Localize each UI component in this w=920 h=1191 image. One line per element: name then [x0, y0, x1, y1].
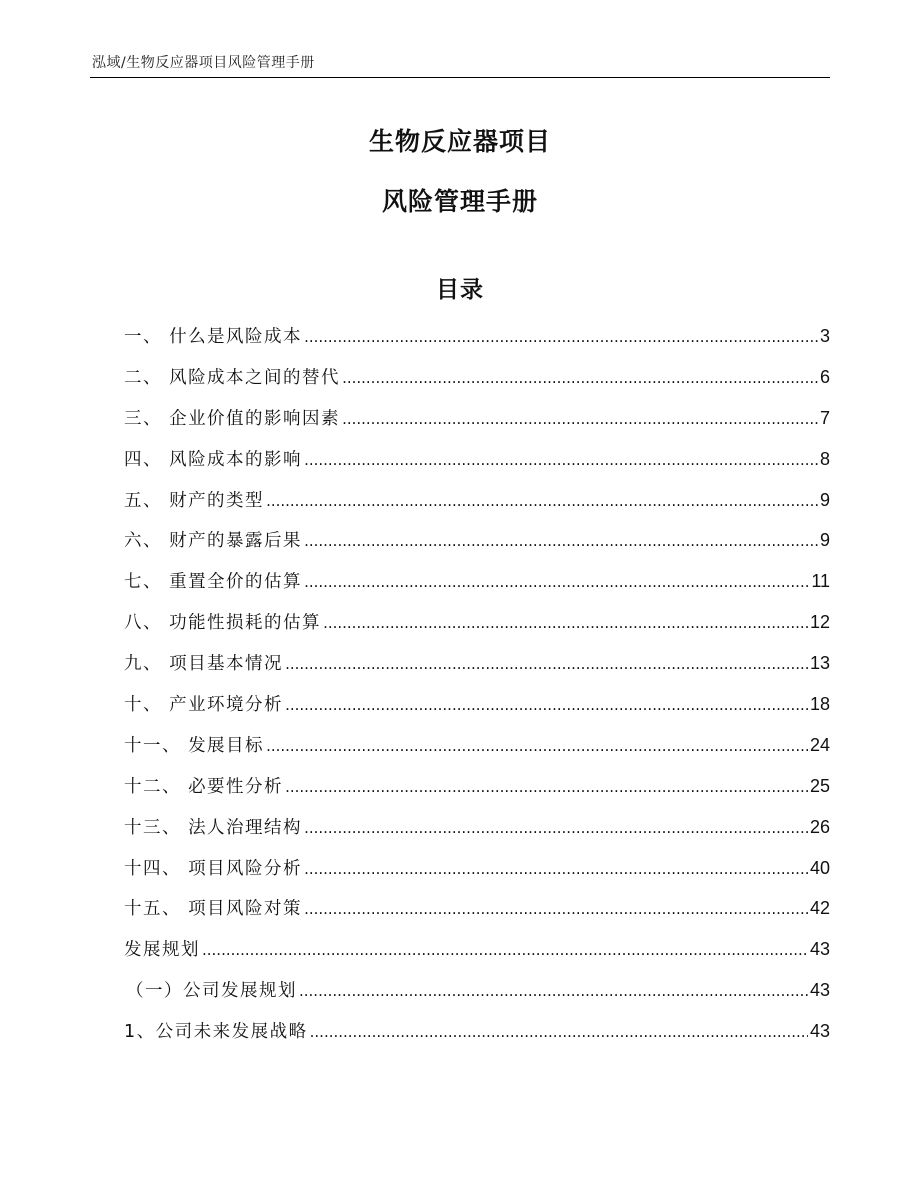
- toc-leader-dots: [304, 527, 818, 555]
- toc-entry-label: 发展规划: [124, 940, 200, 961]
- toc-leader-dots: [342, 364, 818, 392]
- toc-entry-page: 9: [819, 489, 830, 510]
- toc-entry-label: 九、 项目基本情况: [124, 654, 284, 675]
- toc-entry-page: 11: [811, 571, 830, 592]
- toc-leader-dots: [285, 650, 808, 678]
- toc-leader-dots: [342, 405, 818, 433]
- toc-leader-dots: [304, 446, 818, 474]
- toc-leader-dots: [304, 323, 818, 351]
- toc-entry-page: 12: [809, 612, 830, 633]
- toc-entry-page: 6: [819, 366, 830, 387]
- document-title-line-2: 风险管理手册: [381, 187, 538, 216]
- toc-entry-label: 四、 风险成本的影响: [124, 449, 303, 470]
- toc-entry-label: 六、 财产的暴露后果: [124, 531, 303, 552]
- table-of-contents: [124, 322, 830, 1058]
- toc-entry-label: （一）公司发展规划: [126, 981, 297, 1002]
- toc-entry-page: 13: [809, 653, 830, 674]
- toc-entry[interactable]: [124, 567, 830, 608]
- running-header: 泓域/生物反应器项目风险管理手册: [92, 55, 315, 71]
- toc-entry[interactable]: [124, 854, 830, 895]
- toc-entry-label: 八、 功能性损耗的估算: [124, 613, 322, 634]
- toc-entry[interactable]: [124, 363, 830, 404]
- toc-entry[interactable]: [124, 1017, 830, 1058]
- toc-leader-dots: [266, 487, 818, 515]
- toc-entry[interactable]: [124, 976, 830, 1017]
- toc-entry-page: 3: [819, 326, 830, 346]
- toc-entry-page: 43: [809, 1021, 830, 1042]
- toc-entry[interactable]: [124, 649, 830, 690]
- document-title-line-1: 生物反应器项目: [368, 127, 551, 156]
- toc-entry-page: 7: [819, 407, 830, 428]
- toc-entry[interactable]: [124, 608, 830, 649]
- toc-entry[interactable]: [124, 731, 830, 772]
- toc-leader-dots: [304, 855, 808, 883]
- toc-entry-page: 42: [809, 898, 830, 919]
- toc-entry-label: 二、 风险成本之间的替代: [124, 367, 341, 388]
- toc-entry-page: 43: [809, 980, 830, 1001]
- toc-entry-page: 24: [809, 734, 830, 755]
- toc-leader-dots: [285, 773, 808, 801]
- toc-entry[interactable]: [124, 445, 830, 486]
- toc-entry[interactable]: [124, 526, 830, 567]
- toc-entry-page: 26: [809, 816, 830, 837]
- toc-entry-label: 七、 重置全价的估算: [124, 572, 303, 593]
- toc-entry-page: 9: [819, 530, 830, 551]
- header-rule: [90, 77, 830, 78]
- toc-leader-dots: [304, 568, 809, 596]
- toc-entry-page: 40: [809, 857, 830, 878]
- toc-entry-label: 十五、 项目风险对策: [124, 899, 303, 920]
- toc-leader-dots: [323, 609, 808, 637]
- toc-entry-label: 一、 什么是风险成本: [124, 327, 303, 347]
- toc-entry-page: 8: [819, 448, 830, 469]
- toc-entry-label: 十一、 发展目标: [124, 735, 265, 756]
- toc-entry[interactable]: [124, 322, 830, 363]
- toc-entry-page: 43: [809, 939, 830, 960]
- toc-leader-dots: [299, 977, 808, 1005]
- toc-entry-label: 五、 财产的类型: [124, 490, 265, 511]
- toc-entry[interactable]: [124, 813, 830, 854]
- toc-entry-page: 25: [809, 775, 830, 796]
- toc-entry[interactable]: [124, 935, 830, 976]
- toc-leader-dots: [285, 691, 808, 719]
- toc-leader-dots: [304, 895, 808, 923]
- toc-entry-label: 十、 产业环境分析: [124, 695, 284, 716]
- toc-entry-label: 十四、 项目风险分析: [124, 858, 303, 879]
- toc-leader-dots: [304, 814, 808, 842]
- toc-entry[interactable]: [124, 772, 830, 813]
- toc-entry-label: 三、 企业价值的影响因素: [124, 408, 341, 429]
- toc-entry-label: 十三、 法人治理结构: [124, 817, 303, 838]
- toc-leader-dots: [202, 936, 808, 964]
- toc-leader-dots: [266, 732, 808, 760]
- toc-entry-page: 18: [809, 694, 830, 715]
- toc-entry-label: 十二、 必要性分析: [124, 776, 284, 797]
- toc-heading: 目录: [436, 277, 484, 303]
- toc-entry-label: 1、公司未来发展战略: [124, 1022, 308, 1043]
- toc-leader-dots: [310, 1018, 808, 1046]
- toc-entry[interactable]: [124, 894, 830, 935]
- toc-entry[interactable]: [124, 486, 830, 527]
- toc-entry[interactable]: [124, 404, 830, 445]
- toc-entry[interactable]: [124, 690, 830, 731]
